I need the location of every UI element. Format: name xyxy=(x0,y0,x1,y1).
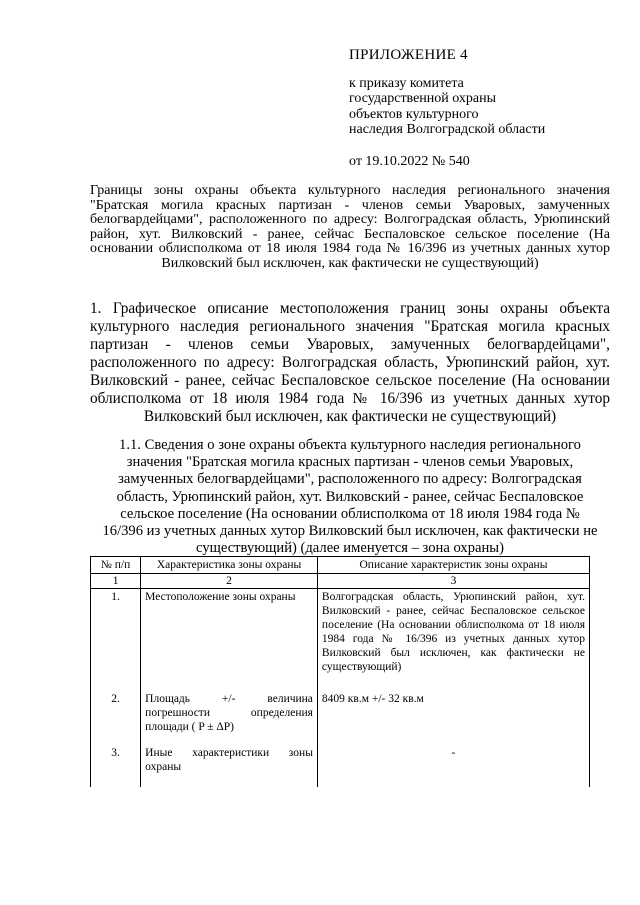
table-row xyxy=(91,589,590,692)
row-description: - xyxy=(317,745,589,787)
appendix-date: от 19.10.2022 № 540 xyxy=(349,153,470,169)
row-characteristic: Иные характеристики зоны охраны xyxy=(141,745,318,787)
row-number: 1. xyxy=(91,589,141,692)
row-number: 3. xyxy=(91,745,141,787)
table-header-row xyxy=(91,557,590,574)
column-number-3: 3 xyxy=(317,574,589,589)
column-numbers-row xyxy=(91,574,590,589)
header-description: Описание характеристик зоны охраны xyxy=(317,557,589,574)
column-number-1: 1 xyxy=(91,574,141,589)
table-row xyxy=(91,691,590,745)
appendix-line-2: государственной охраны xyxy=(349,91,497,106)
column-number-2: 2 xyxy=(141,574,318,589)
document-title: Границы зоны охраны объекта культурного наследия регионального значения "Братская могила красных партизан - членов семьи Уваровых, замученных белогвардейцами", расположенного по адресу: Волгоградская область, Урюпинский район, хут. Вилковский - ранее, сейчас Беспаловское сельское поселение (На основании облисполкома от 18 июля 1984 года № 16/396 из учетных данных хутор Вилковский был исключен, как фактически не существующий) xyxy=(90,183,610,271)
row-characteristic: Местоположение зоны охраны xyxy=(141,589,318,692)
header-number: № п/п xyxy=(91,557,141,574)
zone-characteristics-table xyxy=(90,556,590,787)
appendix-line-4: наследия Волгоградской области xyxy=(349,122,546,137)
header-characteristic: Характеристика зоны охраны xyxy=(141,557,318,574)
row-description: Волгоградская область, Урюпинский район, хут. Вилковский - ранее, сейчас Беспаловское сельское поселение (На основании облисполкома от 18 июля 1984 года № 16/396 из учетных данных хутор Вилковский был исключен, как фактически не существующий) xyxy=(317,589,589,692)
appendix-block xyxy=(349,48,589,169)
appendix-line-1: к приказу комитета xyxy=(349,75,464,91)
section-1-paragraph: 1. Графическое описание местоположения границ зоны охраны объекта культурного наследия регионального значения "Братская могила красных партизан - членов семьи Уваровых, замученных белогвардейцами", расположенного по адресу: Волгоградская область, Урюпинский район, хут. Вилковский - ранее, сейчас Беспаловское сельское поселение (На основании облисполкома от 18 июля 1984 года № 16/396 из учетных данных хутор Вилковский был исключен, как фактически не существующий) xyxy=(90,300,610,425)
row-description: 8409 кв.м +/- 32 кв.м xyxy=(317,691,589,745)
appendix-line-3: объектов культурного xyxy=(349,106,479,122)
appendix-heading: ПРИЛОЖЕНИЕ 4 xyxy=(349,47,468,63)
section-1-1-paragraph: 1.1. Сведения о зоне охраны объекта культурного наследия регионального значения "Братская могила красных партизан - членов семьи Уваровых, замученных белогвардейцами", расположенного по адресу: Волгоградская область, Урюпинский район, хут. Вилковский - ранее, сейчас Беспаловское сельское поселение (На основании облисполкома от 18 июля 1984 года № 16/396 из учетных данных хутор Вилковский был исключен, как фактически не существующий) (далее именуется – зона охраны) xyxy=(102,437,598,557)
row-number: 2. xyxy=(91,691,141,745)
row-characteristic: Площадь +/- величина погрешности определения площади ( P ± ΔP) xyxy=(141,691,318,745)
table-row xyxy=(91,745,590,787)
